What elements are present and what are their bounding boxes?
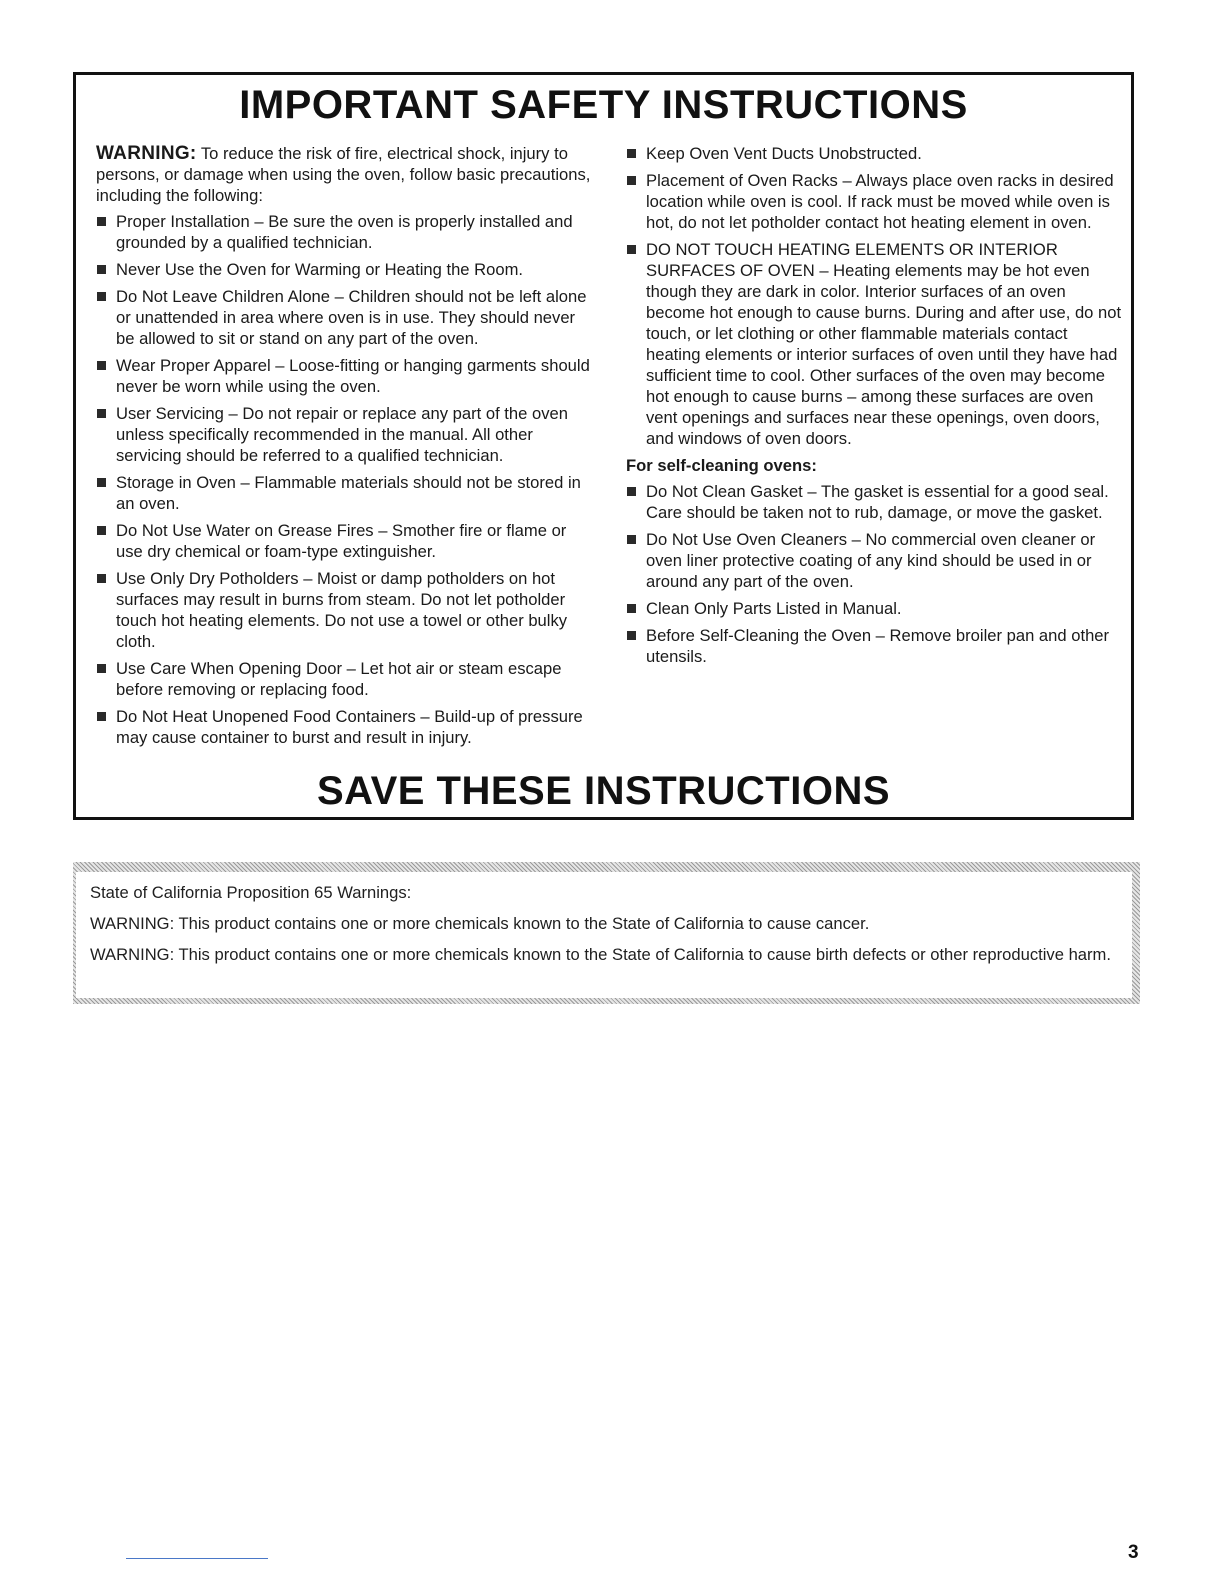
square-bullet-icon [97, 664, 106, 673]
prop65-birth-defects-warning: WARNING: This product contains one or more chemicals known to the State of California to cause birth defects or other reproductive harm. [90, 945, 1111, 964]
list-item-text: Keep Oven Vent Ducts Unobstructed. [646, 144, 922, 163]
safety-instructions-box [73, 72, 1134, 820]
list-item [626, 529, 1122, 592]
list-item-text: Do Not Use Water on Grease Fires – Smother fire or flame or use dry chemical or foam-type extinguisher. [116, 521, 567, 561]
square-bullet-icon [627, 535, 636, 544]
list-item [626, 481, 1122, 523]
prop65-heading: State of California Proposition 65 Warnings: [90, 883, 412, 902]
list-item [626, 239, 1122, 449]
list-item [626, 170, 1122, 233]
square-bullet-icon [627, 604, 636, 613]
square-bullet-icon [97, 361, 106, 370]
list-item-text: Proper Installation – Be sure the oven is properly installed and grounded by a qualified technician. [116, 212, 573, 252]
list-item [96, 403, 596, 466]
list-item-text: Before Self-Cleaning the Oven – Remove broiler pan and other utensils. [646, 626, 1110, 666]
list-item-text: Placement of Oven Racks – Always place oven racks in desired location while oven is cool. If rack must be moved while oven is hot, do not let potholder contact hot heating element in oven. [646, 171, 1114, 232]
page-number: 3 [1128, 1542, 1139, 1563]
safety-title: IMPORTANT SAFETY INSTRUCTIONS [239, 83, 968, 127]
list-item [96, 211, 596, 253]
list-item [96, 568, 596, 652]
list-item [96, 706, 596, 748]
list-item-text: Use Care When Opening Door – Let hot air or steam escape before removing or replacing food. [116, 659, 562, 699]
square-bullet-icon [627, 245, 636, 254]
save-instructions-title: SAVE THESE INSTRUCTIONS [316, 769, 891, 813]
list-item [626, 625, 1122, 667]
list-item-text: Do Not Leave Children Alone – Children should not be left alone or unattended in area where oven is in use. They should never be allowed to sit or stand on any part of the oven. [116, 287, 587, 348]
prop65-warning-box [73, 862, 1140, 1004]
left-column [96, 143, 596, 754]
list-item [96, 355, 596, 397]
square-bullet-icon [97, 478, 106, 487]
footer-divider [126, 1558, 268, 1559]
square-bullet-icon [627, 487, 636, 496]
square-bullet-icon [97, 712, 106, 721]
square-bullet-icon [627, 176, 636, 185]
list-item-text: DO NOT TOUCH HEATING ELEMENTS OR INTERIOR SURFACES OF OVEN – Heating elements may be hot even though they are dark in color. Interior surfaces of an oven become hot enough to cause burns. During and after use, do not touch, or let clothing or other flammable materials contact heating elements or interior surfaces of oven until they have had sufficient time to cool. Other surfaces of the oven may become hot enough to cause burns – among these surfaces are oven vent openings and surfaces near these openings, oven doors, and windows of oven doors. [646, 240, 1122, 448]
square-bullet-icon [97, 265, 106, 274]
warning-text: To reduce the risk of fire, electrical shock, injury to persons, or damage when using the oven, follow basic precautions, including the following: [96, 144, 591, 205]
list-item-text: Do Not Heat Unopened Food Containers – Build-up of pressure may cause container to burst and result in injury. [116, 707, 583, 747]
square-bullet-icon [627, 631, 636, 640]
square-bullet-icon [97, 292, 106, 301]
left-instruction-list [96, 211, 596, 748]
right-instruction-list [626, 143, 1122, 449]
list-item-text: Never Use the Oven for Warming or Heating the Room. [116, 260, 524, 279]
self-cleaning-heading: For self-cleaning ovens: [626, 456, 817, 475]
square-bullet-icon [97, 526, 106, 535]
list-item [96, 259, 596, 280]
list-item-text: Do Not Clean Gasket – The gasket is essential for a good seal. Care should be taken not to rub, damage, or move the gasket. [646, 482, 1109, 522]
prop65-cancer-warning: WARNING: This product contains one or more chemicals known to the State of California to cause cancer. [90, 914, 870, 933]
list-item [96, 520, 596, 562]
list-item-text: Wear Proper Apparel – Loose-fitting or hanging garments should never be worn while using the oven. [116, 356, 590, 396]
list-item [626, 598, 1122, 619]
list-item-text: Storage in Oven – Flammable materials should not be stored in an oven. [116, 473, 581, 513]
square-bullet-icon [97, 574, 106, 583]
list-item-text: Use Only Dry Potholders – Moist or damp potholders on hot surfaces may result in burns from steam. Do not let potholder touch hot heating elements. Do not use a towel or other bulky cloth. [116, 569, 568, 651]
square-bullet-icon [97, 409, 106, 418]
list-item-text: Clean Only Parts Listed in Manual. [646, 599, 902, 618]
list-item [96, 658, 596, 700]
list-item-text: Do Not Use Oven Cleaners – No commercial oven cleaner or oven liner protective coating of any kind should be used in or around any part of the oven. [646, 530, 1096, 591]
list-item [626, 143, 1122, 164]
self-cleaning-list [626, 481, 1122, 667]
warning-intro [96, 143, 596, 206]
square-bullet-icon [97, 217, 106, 226]
warning-label: WARNING: [96, 143, 197, 164]
prop65-content [76, 872, 1132, 998]
square-bullet-icon [627, 149, 636, 158]
list-item [96, 286, 596, 349]
list-item [96, 472, 596, 514]
list-item-text: User Servicing – Do not repair or replace any part of the oven unless specifically recommended in the manual. All other servicing should be referred to a qualified technician. [116, 404, 568, 465]
right-column [626, 143, 1122, 673]
